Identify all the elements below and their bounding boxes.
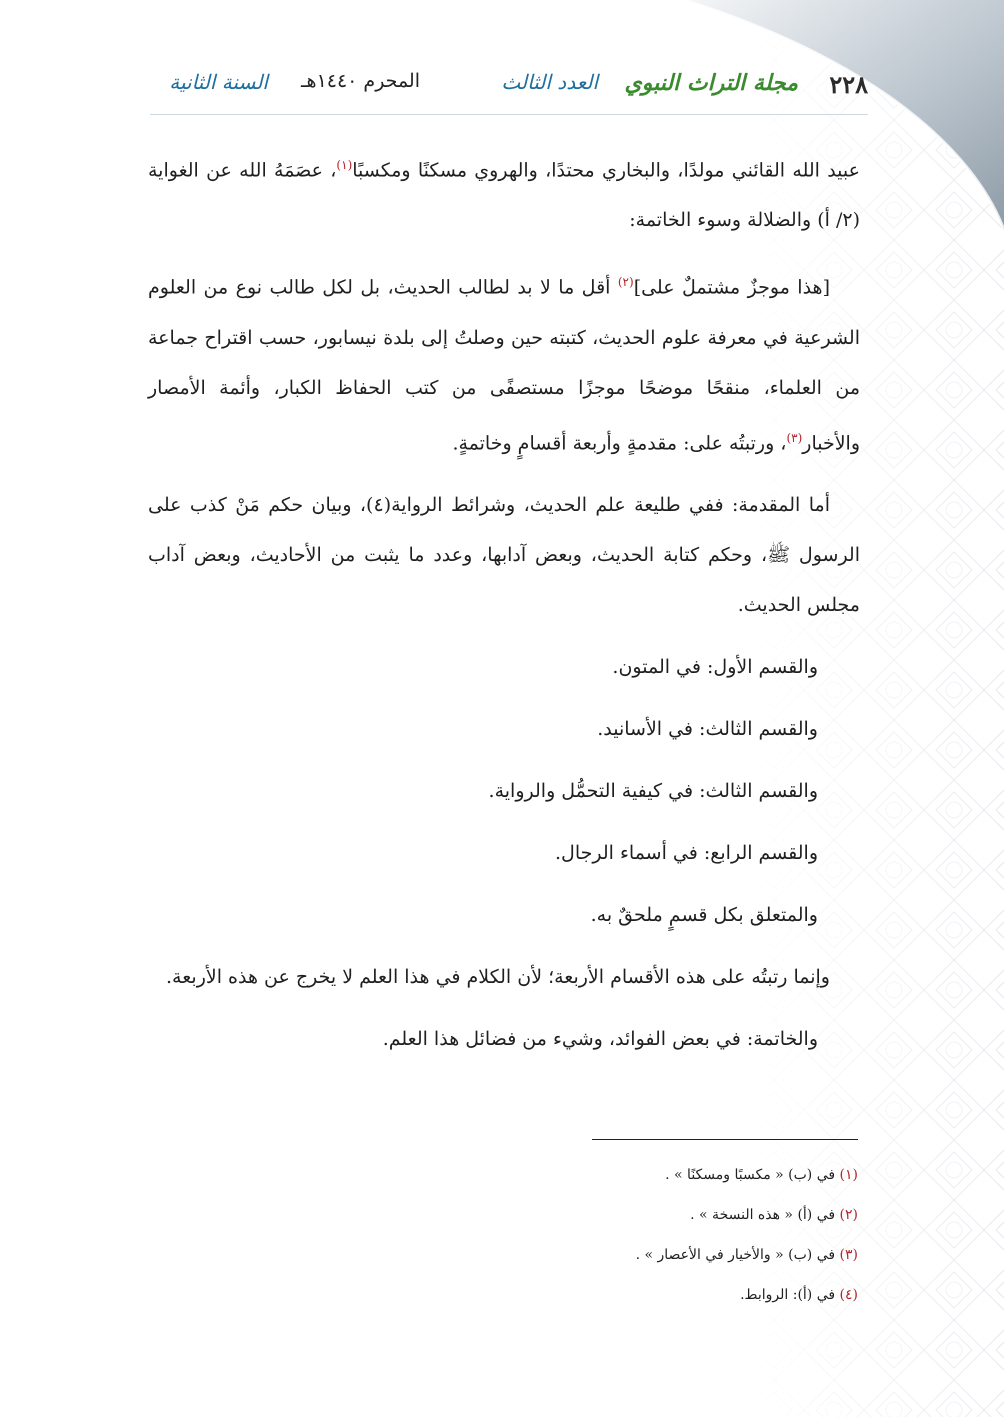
footnote-ref[interactable]: (٣): [786, 430, 803, 445]
footnote-ref[interactable]: (٢): [617, 275, 634, 290]
footnote-number: (٤): [839, 1287, 858, 1303]
footnote-divider: [592, 1139, 858, 1140]
footnotes: [400, 1155, 858, 1315]
paragraph: عبيد الله القائني مولدًا، والبخاري محتدًا، والهروي مسكنًا ومكسبًا$^{(١)}$، عصَمَهُ الله عن الغواية (٢/ أ) والضلالة وسوء الخاتمة:: [148, 158, 860, 232]
footnote: (٢) في (أ) « هذه النسخة » .: [690, 1207, 858, 1223]
footnote: (١) في (ب) « مكسبًا ومسكنًا » .: [665, 1167, 858, 1183]
list-item: والقسم الرابع: في أسماء الرجال.: [555, 841, 818, 864]
footnote: (٤) في (أ): الروابط.: [740, 1287, 858, 1303]
footnote-number: (٣): [839, 1247, 858, 1263]
page-header: [150, 70, 868, 110]
list-item: والقسم الثالث: في كيفية التحمُّل والرواية.: [488, 779, 818, 802]
list-item: والمتعلق بكل قسمٍ ملحقٌ به.: [590, 903, 818, 926]
main-text: [148, 140, 860, 1076]
header-divider: [150, 114, 868, 115]
paragraph: وإنما رتبتُه على هذه الأقسام الأربعة؛ لأن الكلام في هذا العلم لا يخرج عن هذه الأربعة.: [166, 965, 830, 988]
list-item: والقسم الثالث: في الأسانيد.: [597, 717, 818, 740]
footnote: (٣) في (ب) « والأخيار في الأعصار » .: [635, 1247, 858, 1263]
journal-title: مجلة التراث النبوي: [624, 70, 798, 96]
paragraph: أما المقدمة: ففي طليعة علم الحديث، وشرائط الرواية(٤)، وبيان حكم مَنْ كذب على الرسول ﷺ، وحكم كتابة الحديث، وبعض آدابها، وعدد ما يثبت من الأحاديث، وبعض آداب مجلس الحديث.: [148, 493, 860, 616]
paragraph: والخاتمة: في بعض الفوائد، وشيء من فضائل هذا العلم.: [382, 1027, 818, 1050]
issue-title: العدد الثالث: [501, 70, 598, 94]
year-title: السنة الثانية: [169, 70, 268, 94]
list-item: والقسم الأول: في المتون.: [612, 655, 818, 678]
footnote-number: (٢): [839, 1207, 858, 1223]
footnote-number: (١): [839, 1167, 858, 1183]
footnote-ref[interactable]: (١): [336, 158, 353, 172]
paragraph: [هذا موجزٌ مشتملٌ على]$^{(٢)}$ أقل ما لا بد لطالب الحديث، بل لكل طالب نوع من العلوم الشرعية في معرفة علوم الحديث، كتبته حين وصلتُ إلى بلدة نيسابور، حسب اقتراح جماعة من العلماء، منقحًا موضحًا موجزًا مستصفًى من كتب الحفاظ الكبار، وأئمة الأمصار والأخبار$^{(٣)}$، ورتبتُه على: مقدمةٍ وأربعة أقسامٍ وخاتمةٍ.: [148, 275, 860, 454]
page-number: ٢٢٨: [829, 70, 868, 99]
issue-date: المحرم ١٤٤٠هـ: [300, 70, 420, 92]
